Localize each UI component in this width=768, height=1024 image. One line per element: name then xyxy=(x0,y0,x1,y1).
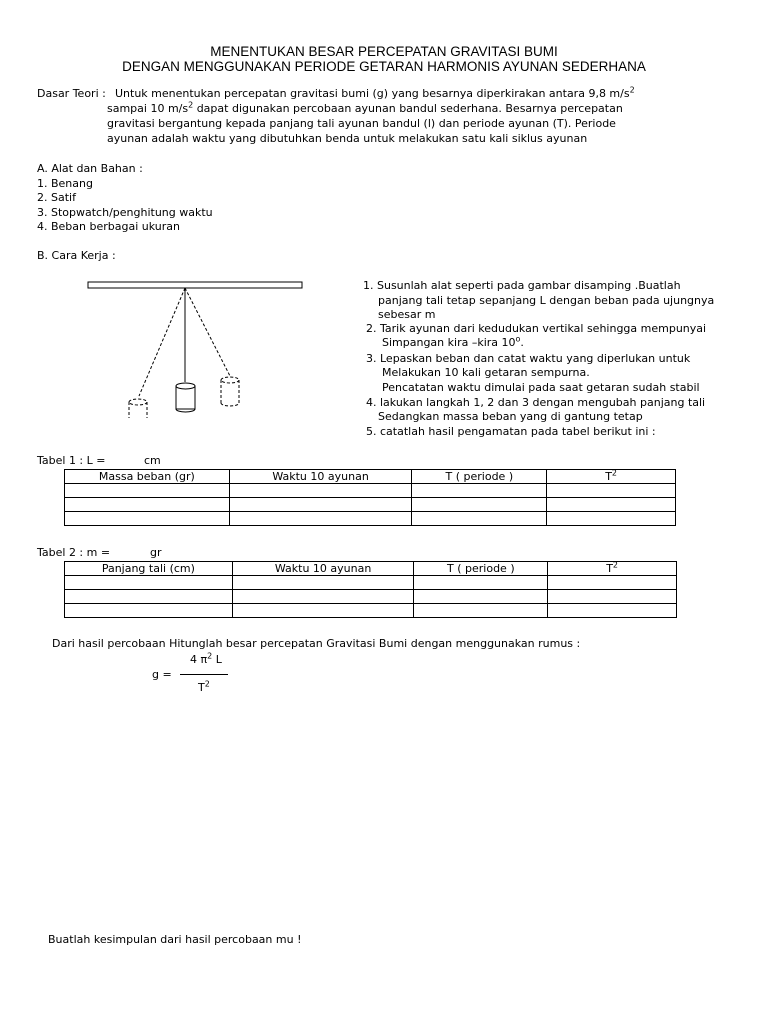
step-3: Melakukan 10 kali getaran sempurna. xyxy=(382,366,590,379)
doc-title-line1: MENENTUKAN BESAR PERCEPATAN GRAVITASI BUMI xyxy=(210,44,558,59)
table-cell[interactable] xyxy=(414,604,548,618)
table1 xyxy=(64,469,676,526)
table-header: $T^2$ xyxy=(547,470,676,484)
table-row[interactable] xyxy=(65,484,676,498)
table-row[interactable] xyxy=(65,576,677,590)
table-row[interactable] xyxy=(65,604,677,618)
pendulum-string-left xyxy=(139,288,185,396)
step-1: 1. Susunlah alat seperti pada gambar disamping .Buatlah xyxy=(363,279,681,292)
table-header: T ( periode ) xyxy=(414,562,548,576)
support-bar xyxy=(88,282,302,288)
theory-line3: gravitasi bergantung kepada panjang tali ayunan bandul (l) dan periode ayunan (T). Periode xyxy=(107,117,616,130)
table-header: $T^2$ xyxy=(548,562,677,576)
theory-line2: sampai 10 $m/s^2$ dapat digunakan percobaan ayunan bandul sederhana. Besarnya percepatan xyxy=(107,100,623,115)
table2-unit: gr xyxy=(150,546,162,559)
tools-item: 2. Satif xyxy=(37,191,76,204)
doc-title-line2: DENGAN MENGGUNAKAN PERIODE GETARAN HARMONIS AYUNAN SEDERHANA xyxy=(122,59,646,74)
step-2: 2. Tarik ayunan dari kedudukan vertikal sehingga mempunyai xyxy=(366,322,707,335)
conclusion-prompt: Buatlah kesimpulan dari hasil percobaan mu ! xyxy=(48,933,302,946)
table-cell[interactable] xyxy=(412,498,547,512)
table-cell[interactable] xyxy=(65,498,230,512)
table-cell[interactable] xyxy=(414,576,548,590)
table1-label: Tabel 1 : L = xyxy=(37,454,106,467)
table-cell[interactable] xyxy=(412,512,547,526)
theory-line4: ayunan adalah waktu yang dibutuhkan benda untuk melakukan satu kali siklus ayunan xyxy=(107,132,588,145)
fraction-bar xyxy=(180,674,228,675)
table-cell[interactable] xyxy=(547,498,676,512)
table-cell[interactable] xyxy=(412,484,547,498)
table-cell[interactable] xyxy=(547,484,676,498)
pendulum-string-right xyxy=(185,288,230,376)
step-1: panjang tali tetap sepanjang L dengan beban pada ujungnya xyxy=(378,294,715,307)
pendulum-diagram xyxy=(80,278,310,418)
table-cell[interactable] xyxy=(65,604,233,618)
table-row[interactable] xyxy=(65,590,677,604)
table-cell[interactable] xyxy=(229,484,412,498)
table-cell[interactable] xyxy=(548,604,677,618)
formula-denominator: $T^2$ xyxy=(198,679,210,694)
table-cell[interactable] xyxy=(548,576,677,590)
tools-item: 4. Beban berbagai ukuran xyxy=(37,220,180,233)
table-header: Waktu 10 ayunan xyxy=(232,562,414,576)
table-cell[interactable] xyxy=(548,590,677,604)
table1-unit: cm xyxy=(144,454,161,467)
table-cell[interactable] xyxy=(232,576,414,590)
tools-item: 1. Benang xyxy=(37,177,93,190)
step-3: Pencatatan waktu dimulai pada saat getaran sudah stabil xyxy=(382,381,700,394)
pendulum-bob-left xyxy=(129,399,147,418)
table-header: T ( periode ) xyxy=(412,470,547,484)
table-cell[interactable] xyxy=(65,590,233,604)
step-5: 5. catatlah hasil pengamatan pada tabel berikut ini : xyxy=(366,425,656,438)
table-cell[interactable] xyxy=(65,484,230,498)
theory-label: Dasar Teori : xyxy=(37,87,106,100)
table-header-row xyxy=(65,470,676,484)
pendulum-bob xyxy=(176,383,195,412)
step-4: Sedangkan massa beban yang di gantung tetap xyxy=(378,410,643,423)
table-header: Massa beban (gr) xyxy=(65,470,230,484)
table-header: Waktu 10 ayunan xyxy=(229,470,412,484)
tools-heading: A. Alat dan Bahan : xyxy=(37,162,143,175)
formula-lhs: g = xyxy=(152,668,172,681)
formula-numerator: 4 $\pi^2$ L xyxy=(190,651,222,666)
step-4: 4. lakukan langkah 1, 2 dan 3 dengan mengubah panjang tali xyxy=(366,396,706,409)
theory-line1: Untuk menentukan percepatan gravitasi bumi (g) yang besarnya diperkirakan antara 9,8 $m/s^2$ xyxy=(115,85,635,100)
table-cell[interactable] xyxy=(232,590,414,604)
tools-item: 3. Stopwatch/penghitung waktu xyxy=(37,206,213,219)
table2-label: Tabel 2 : m = xyxy=(37,546,111,559)
table-cell[interactable] xyxy=(414,590,548,604)
step-2: Simpangan kira –kira 10$^o$. xyxy=(382,334,524,349)
table2 xyxy=(64,561,677,618)
table-header: Panjang tali (cm) xyxy=(65,562,233,576)
table-cell[interactable] xyxy=(65,512,230,526)
table-header-row xyxy=(65,562,677,576)
table-cell[interactable] xyxy=(229,498,412,512)
table-row[interactable] xyxy=(65,512,676,526)
pendulum-bob-right xyxy=(221,377,239,406)
procedure-heading: B. Cara Kerja : xyxy=(37,249,116,262)
step-3: 3. Lepaskan beban dan catat waktu yang diperlukan untuk xyxy=(366,352,691,365)
formula-intro: Dari hasil percobaan Hitunglah besar percepatan Gravitasi Bumi dengan menggunakan rumus : xyxy=(52,637,581,650)
table-row[interactable] xyxy=(65,498,676,512)
table-cell[interactable] xyxy=(232,604,414,618)
table-cell[interactable] xyxy=(65,576,233,590)
table-cell[interactable] xyxy=(229,512,412,526)
table-cell[interactable] xyxy=(547,512,676,526)
step-1: sebesar m xyxy=(378,308,436,321)
